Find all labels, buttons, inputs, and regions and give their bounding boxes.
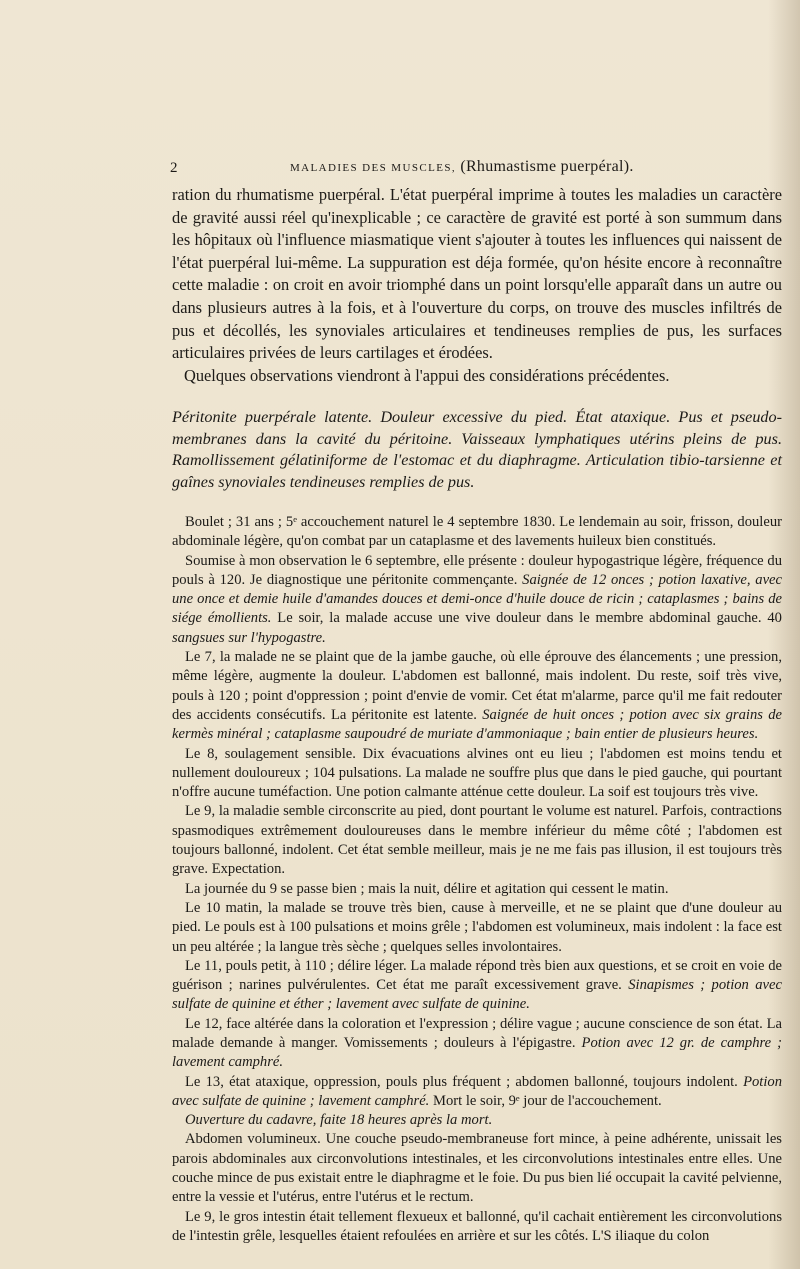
running-head xyxy=(172,158,782,180)
case-text: Le 11, pouls petit, à 110 ; délire léger. La malade répond très bien aux questions, et se croit en voie de guérison ; narines pulvérulentes. Cet état me paraît excessivement grave. xyxy=(172,957,782,994)
case-treatment: Saignée de 12 onces ; potion laxative, avec une once et demie huile d'amandes douces et demi-once d'huile douce de ricin ; cataplasmes ; bains de siége émollients. xyxy=(172,571,782,627)
case-text: Le 13, état ataxique, oppression, pouls plus fréquent ; abdomen ballonné, toujours indolent. xyxy=(185,1073,744,1090)
case-treatment: Potion avec sulfate de quinine ; lavement camphré. xyxy=(172,1073,782,1109)
page-number: 2 xyxy=(170,160,178,176)
case-treatment: Saignée de huit onces ; potion avec six grains de kermès minéral ; cataplasme saupoudré de muriate d'ammoniaque ; bain entier de plusieurs heures. xyxy=(172,706,782,743)
case-paragraph: Boulet ; 31 ans ; 5ᵉ accouchement naturel le 4 septembre 1830. Le lendemain au soir, frisson, douleur abdominale légère, qu'on combat par un cataplasme et des lavements huileux bien constitués. xyxy=(172,513,782,550)
text-block xyxy=(172,158,782,1246)
case-text: Soumise à mon observation le 6 septembre, elle présente : douleur hypogastrique légère, fréquence du pouls à 120. Je diagnostique une péritonite commençante. xyxy=(172,552,782,588)
case-title: Péritonite puerpérale latente. Douleur excessive du pied. État ataxique. Pus et pseudo-membranes dans la cavité du péritoine. Vaisseaux lymphatiques utérins pleins de pus. Ramollissement gélatiniforme de l'estomac et du diaphragme. Articulation tibio-tarsienne et gaînes synoviales tendineuses remplies de pus. xyxy=(172,408,782,491)
case-paragraph xyxy=(172,957,782,1015)
case-paragraph xyxy=(172,1015,782,1073)
case-paragraph: Le 10 matin, la malade se trouve très bien, cause à merveille, et ne se plaint que d'une douleur au pied. Le pouls est à 100 pulsations et moins grêle ; l'abdomen est volumineux, mais indolent : la face est un peu altérée ; la langue très sèche ; quelques selles involontaires. xyxy=(172,899,782,955)
case-paragraph xyxy=(172,552,782,648)
case-paragraph: Le 8, soulagement sensible. Dix évacuations alvines ont eu lieu ; l'abdomen est moins tendu et nullement douloureux ; 104 pulsations. La malade ne souffre plus que dans le pied gauche, qui pourtant n'offre aucune tuméfaction. Une potion calmante atténue cette douleur. La soif est toujours très vive. xyxy=(172,745,782,801)
case-paragraph: Le 9, le gros intestin était tellement flexueux et ballonné, qu'il cachait entièrement les circonvolutions de l'intestin grêle, lesquelles étaient refoulées en arrière et sur les côtés. L'S iliaque du colon xyxy=(172,1208,782,1244)
autopsy-heading xyxy=(172,1111,782,1130)
case-text: Le 12, face altérée dans la coloration et l'expression ; délire vague ; aucune conscience de son état. La malade demande à manger. Vomissements ; douleurs à l'épigastre. xyxy=(172,1015,782,1051)
case-treatment: Sinapismes ; potion avec sulfate de quinine et éther ; lavement avec sulfate de quinine. xyxy=(172,977,782,1013)
case-paragraph: Abdomen volumineux. Une couche pseudo-membraneuse fort mince, à peine adhérente, unissait les parois abdominales aux circonvolutions intestinales, et les circonvolutions intestinales entre elles. Une couche mince de pus existait entre le diaphragme et le foie. Du pus bien lié occupait la cavité pelvienne, entre la vessie et l'utérus, entre l'utérus et le rectum. xyxy=(172,1131,782,1206)
case-text: Le 7, la malade ne se plaint que de la jambe gauche, où elle éprouve des élancements ; une pression, même légère, augmente la douleur. L'abdomen est ballonné, mais indolent. Du reste, soif très vive, pouls à 120 ; point d'oppression ; point d'envie de vomir. Cet état m'alarme, parce qu'il me fait redouter des accidents consécutifs. La péritonite est latente. xyxy=(172,649,782,723)
case-paragraph xyxy=(172,1073,782,1112)
autopsy-heading-text: Ouverture du cadavre, faite 18 heures après la mort. xyxy=(185,1112,493,1129)
case-paragraph xyxy=(172,648,782,744)
intro-paragraph: ration du rhumatisme puerpéral. L'état puerpéral imprime à toutes les maladies un caractère de gravité aussi réel qu'inexplicable ; ce caractère de gravité est porté à son summum dans les hôpitaux où l'influence miasmatique vient s'ajouter à toutes les influences qui naissent de l'état puerpéral lui-même. La suppuration est déja formée, qu'on hésite encore à reconnaître cette maladie : on croit en avoir triomphé dans un point lorsqu'elle apparaît dans un autre ou dans plusieurs autres à la fois, et à l'ouverture du corps, on trouve des muscles infiltrés de pus et décollés, les synoviales articulaires et tendineuses remplies de pus, les surfaces articulaires privées de leurs cartilages et érodées. xyxy=(172,185,782,363)
case-text: Mort le soir, 9ᵉ jour de l'accouchement. xyxy=(429,1092,662,1109)
running-title-main: MALADIES DES MUSCLES, xyxy=(290,162,456,174)
running-title xyxy=(290,158,634,176)
case-paragraph: Le 9, la maladie semble circonscrite au pied, dont pourtant le volume est naturel. Parfois, contractions spasmodiques extrêmement douloureuses dans le membre inférieur du même côté ; l'abdomen est toujours ballonné, indolent. Cet état semble meilleur, mais je ne me fais pas illusion, il est toujours très grave. Expectation. xyxy=(172,803,782,878)
intro-paragraph: Quelques observations viendront à l'appui des considérations précédentes. xyxy=(184,365,670,385)
case-observation xyxy=(172,513,782,1246)
intro-section xyxy=(172,184,782,387)
running-title-sub: (Rhumastisme puerpéral). xyxy=(460,158,634,175)
case-treatment: sangsues sur l'hypogastre. xyxy=(172,629,326,646)
case-treatment: Potion avec 12 gr. de camphre ; lavement camphré. xyxy=(172,1034,782,1071)
case-text: Le soir, la malade accuse une vive douleur dans le membre abdominal gauche. 40 xyxy=(271,610,782,627)
case-paragraph: La journée du 9 se passe bien ; mais la nuit, délire et agitation qui cessent le matin. xyxy=(185,880,669,897)
